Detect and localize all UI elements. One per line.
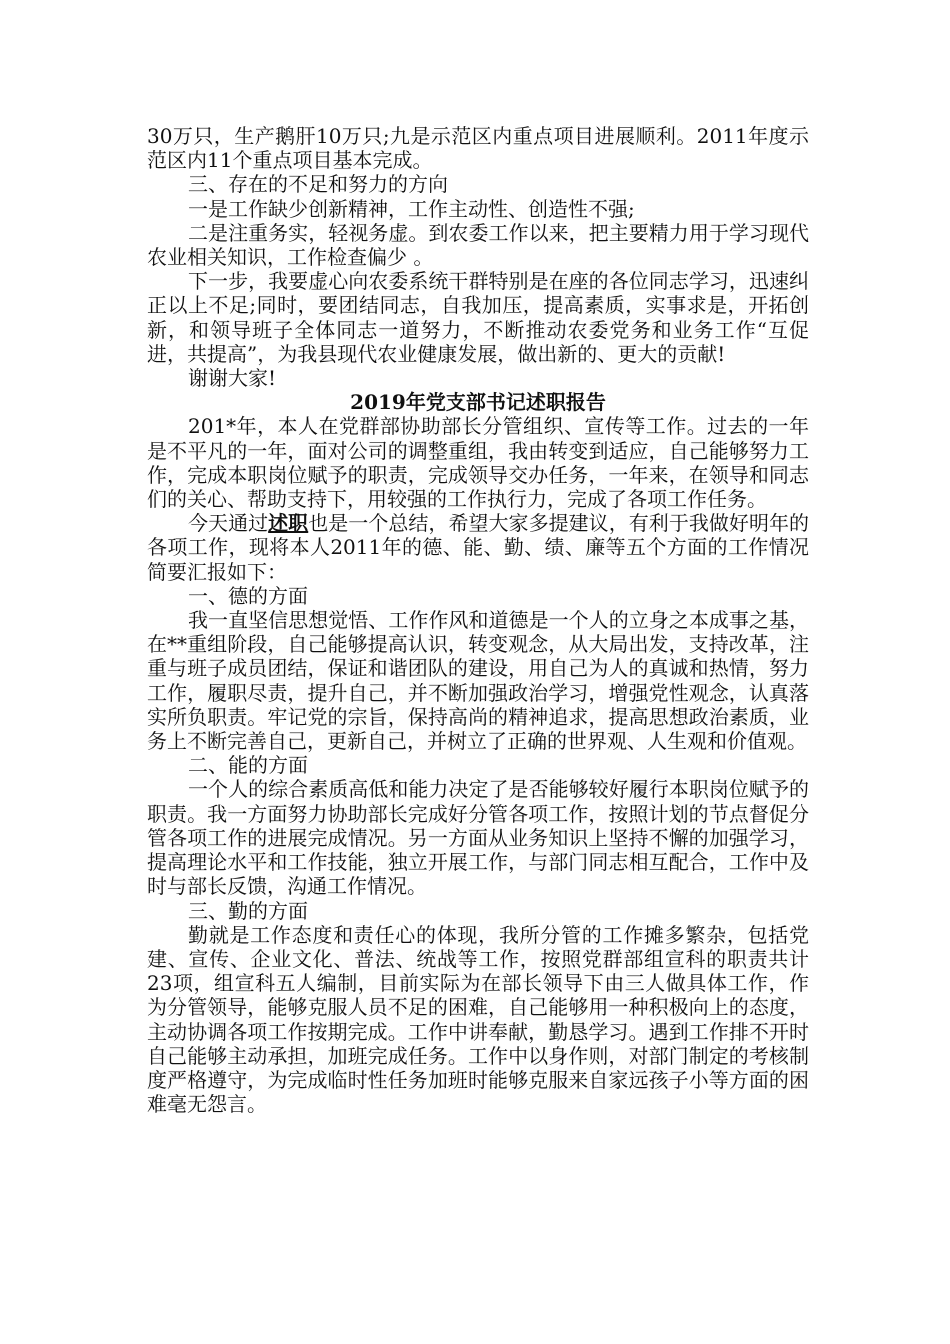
section-heading-diligence: 三、勤的方面 <box>188 898 308 923</box>
paragraph-continuation: 30万只，生产鹅肝10万只;九是示范区内重点项目进展顺利。2011年度示范区内11个重点项目基本完成。 <box>147 124 809 173</box>
section-heading-ability: 二、能的方面 <box>188 753 308 778</box>
paragraph-intro: 201*年，本人在党群部协助部长分管组织、宣传等工作。过去的一年是不平凡的一年，面对公司的调整重组，我由转变到适应，自己能够努力工作，完成本职岗位赋予的职责，完成领导交办任务，一年来，在领导和同志们的关心、帮助支持下，用较强的工作执行力，完成了各项工作任务。 <box>147 414 809 512</box>
paragraph-ability: 一个人的综合素质高低和能力决定了是否能够较好履行本职岗位赋予的职责。我一方面努力协助部长完成好分管各项工作，按照计划的节点督促分管各项工作的进展完成情况。另一方面从业务知识上坚持不懈的加强学习，提高理论水平和工作技能，独立开展工作，与部门同志相互配合，工作中及时与部长反馈，沟通工作情况。 <box>147 777 809 899</box>
summary-text-before-link: 今天通过 <box>188 511 269 536</box>
paragraph-summary <box>147 511 809 584</box>
section-heading-virtue: 一、德的方面 <box>188 583 308 608</box>
document-page <box>147 124 809 1116</box>
paragraph-shortcoming-two: 二是注重务实，轻视务虚。到农委工作以来，把主要精力用于学习现代农业相关知识，工作检查偏少 。 <box>147 220 809 270</box>
paragraph-virtue: 我一直坚信思想觉悟、工作作风和道德是一个人的立身之本成事之基，在**重组阶段，自己能够提高认识，转变观念，从大局出发，支持改革，注重与班子成员团结，保证和谐团队的建设，用自己为人的真诚和热情，努力工作，履职尽责，提升自己，并不断加强政治学习，增强党性观念，认真落实所负职责。牢记党的宗旨，保持高尚的精神追求，提高思想政治素质，业务上不断完善自己，更新自己，并树立了正确的世界观、人生观和价值观。 <box>147 608 809 754</box>
paragraph-shortcoming-one: 一是工作缺少创新精神，工作主动性、创造性不强; <box>188 196 635 221</box>
report-title: 2019年党支部书记述职报告 <box>350 390 606 415</box>
paragraph-thanks: 谢谢大家! <box>188 366 277 391</box>
summary-text-after-link: 也是一个总结，希望大家多提建议，有利于我做好明年的各项工作，现将本人2011年的德、能、勤、绩、廉等五个方面的工作情况简要汇报如下： <box>147 511 810 584</box>
section-heading-shortcomings: 三、存在的不足和努力的方向 <box>188 172 448 197</box>
report-link[interactable]: 述职 <box>268 511 309 536</box>
paragraph-diligence: 勤就是工作态度和责任心的体现，我所分管的工作摊多繁杂，包括党建、宣传、企业文化、普法、统战等工作，按照党群部组宣科的职责共计23项，组宣科五人编制，目前实际为在部长领导下由三人做具体工作，作为分管领导，能够克服人员不足的困难，自己能够用一种积极向上的态度，主动协调各项工作按期完成。工作中讲奉献，勤恳学习。遇到工作排不开时自己能够主动承担，加班完成任务。工作中以身作则，对部门制定的考核制度严格遵守，为完成临时性任务加班时能够克服来自家远孩子小等方面的困难毫无怨言。 <box>147 922 809 1117</box>
paragraph-next-steps: 下一步，我要虚心向农委系统干群特别是在座的各位同志学习，迅速纠正以上不足;同时，要团结同志，自我加压，提高素质，实事求是，开拓创新，和领导班子全体同志一道努力，不断推动农委党务和业务工作“互促进，共提高”，为我县现代农业健康发展，做出新的、更大的贡献! <box>147 269 809 366</box>
